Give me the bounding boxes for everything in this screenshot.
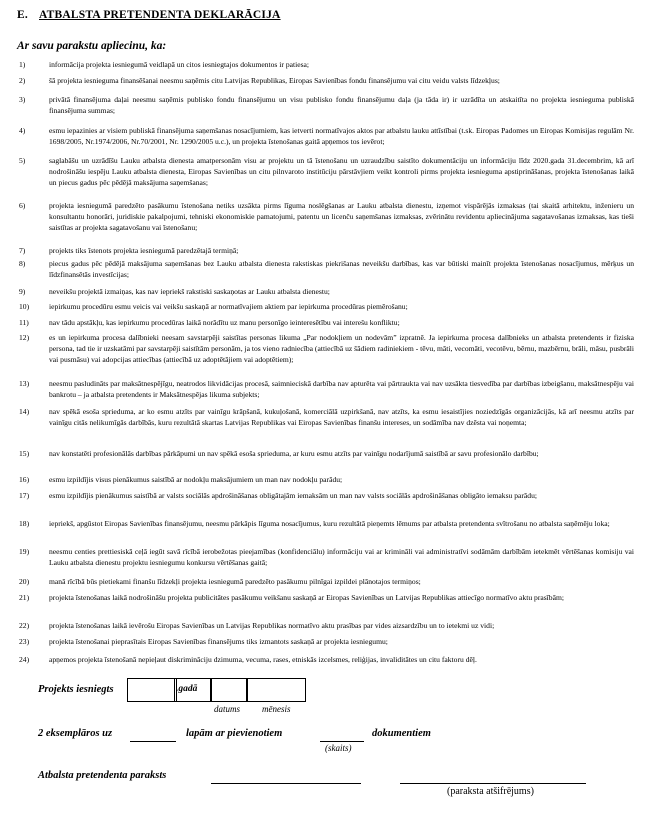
item-text: privātā finansējuma daļai neesmu saņēmis publisko fondu finansējumu un visu publisko fondu finansējumu daļa (ja tāda ir) ir uzrādīta un atskaitīta no projekta iesnieguma publiskā finansējuma summas; bbox=[49, 95, 634, 116]
item-text: esmu izpildījis visus pienākumus saistībā ar nodokļu maksājumiem un man nav nodokļu parādu; bbox=[49, 475, 343, 484]
year-suffix: .gadā bbox=[176, 684, 198, 694]
declaration-item bbox=[19, 286, 634, 297]
item-text: nav konstatēti profesionālās darbības pārkāpumi un nav spēkā esoša sprieduma, ar kuru esmu atzīts par vainīgu nodarījumā saistībā ar savu profesionālo darbību; bbox=[49, 449, 539, 458]
count-caption: (skaits) bbox=[325, 743, 352, 753]
item-text: nav spēkā esoša spriedumа, ar ko esmu atzīts par vainīgu krāpšanā, kukuļošanā, komerciālā uzpirkšanā, nav atzīts, ka esmu iesaistījies noziedzīgās organizācijās, kā arī neesmu atzīts par vainīgu citās nelikumīgās darbībās, kuru rezultātā skartas Latvijas Republikas vai Eiropas Savienības finanšu intereses, un sodāmība nav dzēsta vai noņemta; bbox=[49, 407, 634, 428]
item-text: projekts tiks īstenots projekta iesniegumā paredzētajā termiņā; bbox=[49, 246, 239, 255]
section-title: ATBALSTA PRETENDENTA DEKLARĀCIJA bbox=[39, 9, 281, 21]
item-text: iepriekš, apgūstot Eiropas Savienības finansējumu, neesmu pārkāpis līguma nosacījumus, kuru rezultātā pieņemts lēmums par atbalsta pretendenta svītrošanu no atbalsta saņēmēju loka; bbox=[49, 519, 610, 528]
item-text: projekta īstenošanas laikā nodrošināšu projekta publicitātes pasākumu veikšanu saskaņā ar Eiropas Savienības un Latvijas Republikas attiecīgo normatīvo aktu prasībām; bbox=[49, 593, 564, 602]
item-text: neveikšu projektā izmaiņas, kas nav iepriekš rakstiski saskaņotas ar Lauku atbalsta dienestu; bbox=[49, 287, 330, 296]
declaration-item bbox=[19, 317, 634, 328]
item-number: 21) bbox=[19, 593, 30, 602]
declaration-item bbox=[19, 576, 634, 587]
declaration-item bbox=[19, 125, 634, 147]
item-text: projekta īstenošanai pieprasītais Eiropas Savienības finansējums tiks izmantots saskaņā ar projekta iesniegumu; bbox=[49, 637, 388, 646]
declaration-item bbox=[19, 654, 634, 665]
item-number: 3) bbox=[19, 95, 26, 104]
item-number: 23) bbox=[19, 637, 30, 646]
date-caption: datums bbox=[214, 704, 241, 714]
item-number: 12) bbox=[19, 333, 30, 342]
copies-label: 2 eksemplāros uz bbox=[38, 728, 113, 739]
month-field[interactable] bbox=[246, 678, 306, 702]
declaration-item bbox=[19, 546, 634, 568]
declaration-item bbox=[19, 592, 634, 603]
documents-count-line[interactable] bbox=[320, 741, 364, 742]
declaration-item bbox=[19, 332, 634, 366]
submitted-label: Projekts iesniegts bbox=[38, 684, 114, 695]
item-text: esmu izpildījis pienākumus saistībā ar valsts sociālās apdrošināšanas obligātajām iemaksām un man nav valsts sociālās apdrošināšanas obligāto iemaksu parādu; bbox=[49, 491, 537, 500]
item-number: 9) bbox=[19, 287, 26, 296]
item-text: informācija projekta iesniegumā veidlapā un citos iesniegtajos dokumentos ir patiesa; bbox=[49, 60, 310, 69]
item-number: 8) bbox=[19, 259, 26, 268]
item-text: šā projekta iesnieguma finansēšanai neesmu saņēmis citu Latvijas Republikas, Eiropas Savienības fondu finansējumu vai citu veidu valsts līdzekļus; bbox=[49, 76, 500, 85]
pages-label: lapām ar pievienotiem bbox=[186, 728, 283, 739]
declaration-item bbox=[19, 490, 634, 501]
item-text: nav tādu apstākļu, kas iepirkumu procedūras laikā norādītu uz manu personīgo ieinteresētību vai interešu konfliktu; bbox=[49, 318, 400, 327]
item-text: neesmu centies prettiesiskā ceļā iegūt savā rīcībā ierobežotas pieejamības (konfidenciālu) informāciju vai ar krimināli vai administratīvi sodāmām darbībām ietekmēt vērtēšanas komisiju vai Lauku atbalsta dienestu projektu iesniegumu konkursu vērtēšanas gaitā; bbox=[49, 547, 634, 568]
item-number: 24) bbox=[19, 655, 30, 664]
year-field[interactable] bbox=[127, 678, 177, 702]
item-number: 15) bbox=[19, 449, 30, 458]
signature-line[interactable] bbox=[211, 783, 361, 784]
declaration-item bbox=[19, 258, 634, 280]
item-number: 16) bbox=[19, 475, 30, 484]
item-number: 7) bbox=[19, 246, 26, 255]
item-number: 22) bbox=[19, 621, 30, 630]
signature-decode-line[interactable] bbox=[400, 783, 586, 784]
declaration-item bbox=[19, 94, 634, 116]
item-number: 17) bbox=[19, 491, 30, 500]
declaration-item bbox=[19, 448, 634, 459]
declaration-item bbox=[19, 200, 634, 234]
item-number: 2) bbox=[19, 76, 26, 85]
item-text: neesmu pasludināts par maksātnespējīgu, neatrodos likvidācijas procesā, saimnieciskā darbība nav apturēta vai pārtraukta vai nav uzsākta tiesvedība par darbības izbeigšanu, maksātnespēju vai bankrotu – ja atbalsta pretendents ir Maksātnespējas likuma subjekts; bbox=[49, 379, 634, 400]
declaration-item bbox=[19, 378, 634, 400]
item-text: apņemos projekta īstenošanā nepieļaut diskrimināciju dzimuma, vecuma, rases, etniskās izcelsmes, reliģijas, invaliditātes un citu faktoru dēļ. bbox=[49, 655, 477, 664]
declaration-item bbox=[19, 59, 634, 70]
declaration-item bbox=[19, 406, 634, 428]
item-number: 18) bbox=[19, 519, 30, 528]
day-field[interactable] bbox=[210, 678, 248, 702]
declaration-intro: Ar savu parakstu apliecinu, ka: bbox=[17, 40, 167, 52]
section-heading bbox=[17, 9, 281, 21]
pages-count-line[interactable] bbox=[130, 741, 176, 742]
item-text: manā rīcībā būs pietiekami finanšu līdzekļi projekta iesniegumā paredzēto pasākumu pilnīgai izpildei plānotajos termiņos; bbox=[49, 577, 421, 586]
day-field-frame bbox=[174, 678, 212, 702]
item-number: 13) bbox=[19, 379, 30, 388]
declaration-item bbox=[19, 518, 634, 529]
item-number: 14) bbox=[19, 407, 30, 416]
item-number: 11) bbox=[19, 318, 29, 327]
section-letter: E. bbox=[17, 9, 28, 21]
declaration-item bbox=[19, 474, 634, 485]
declaration-item bbox=[19, 155, 634, 189]
declaration-item bbox=[19, 301, 634, 312]
item-number: 4) bbox=[19, 126, 26, 135]
item-number: 19) bbox=[19, 547, 30, 556]
item-number: 20) bbox=[19, 577, 30, 586]
declaration-item bbox=[19, 75, 634, 86]
declaration-item bbox=[19, 620, 634, 631]
item-text: es un iepirkuma procesa dalībnieki neesam savstarpēji saistītas personas likuma „Par nodokļiem un nodevām” izpratnē. Ja iepirkuma procesa dalībnieks un atbalsta pretendents ir fiziska persona, tad tie ir uzskatāmi par savstarpēji saistītām personām, ja tos vieno radniecība (attiecībā uz šādiem radiniekiem - tēvu, māti, vecomāti, vecotēvu, bērnu, mazbērnu, brāli, māsu, pusbrāli vai pusmāsu) vai adopcijas attiecības (attiecībā uz adoptētājiem vai adoptētiem); bbox=[49, 333, 634, 365]
month-caption: mēnesis bbox=[262, 704, 291, 714]
item-text: iepirkumu procedūru esmu veicis vai veikšu saskaņā ar normatīvajiem aktiem par iepirkuma procedūras piemērošanu; bbox=[49, 302, 408, 311]
declaration-item bbox=[19, 636, 634, 647]
signature-label: Atbalsta pretendenta paraksts bbox=[38, 770, 167, 781]
documents-label: dokumentiem bbox=[372, 728, 431, 739]
item-text: projekta īstenošanas laikā ievērošu Eiropas Savienības un Latvijas Republikas normatīvo aktu prasības par vides aizsardzību un to ietekmi uz vidi; bbox=[49, 621, 495, 630]
item-text: esmu iepazinies ar visiem publiskā finansējuma saņemšanas nosacījumiem, kas ietverti normatīvajos aktos par atbalstu lauku attīstībai (t.sk. Eiropas Padomes un Eiropas Komisijas regulām Nr. 1698/2005, Nr.1974/2006, Nr.70/2001, Nr. 1290/2005 u.c.), un projekta īstenošanas gaitā apņemos tos ievērot; bbox=[49, 126, 634, 147]
item-number: 5) bbox=[19, 156, 26, 165]
item-number: 1) bbox=[19, 60, 26, 69]
item-text: piecus gadus pēc pēdējā maksājuma saņemšanas bez Lauku atbalsta dienesta rakstiskas piekrišanas neveikšu darbības, kas var būtiski mainīt projekta īstenošanas nosacījumus, mērķus un līdzfinansētās investīcijas; bbox=[49, 259, 634, 280]
signature-decode-caption: (paraksta atšifrējums) bbox=[447, 786, 534, 797]
item-number: 6) bbox=[19, 201, 26, 210]
item-number: 10) bbox=[19, 302, 30, 311]
item-text: saglabāšu un uzrādīšu Lauku atbalsta dienesta amatpersonām visu ar projektu un tā īstenošanu un uzraudzību saistīto dokumentāciju un informāciju līdz 2020.gada 31.decembrim, kā arī nodrošināšu iespēju Lauku atbalsta dienesta, Eiropas Savienības un citu pilnvaroto institūciju pārstāvjiem veikt kontroli pirms projekta iesnieguma apstiprināšanas, projekta īstenošanas laikā un piecus gadus pēc pēdējā maksājuma saņemšanas; bbox=[49, 156, 634, 188]
declaration-item bbox=[19, 245, 634, 256]
item-text: projekta iesniegumā paredzēto pasākumu īstenošana netiks uzsākta pirms līguma noslēgšanas ar Lauku atbalsta dienestu, izņemot vispārējās izmaksas (tai skaitā arhitektu, inženieru un konsultantu honorāri, juridiskie pakalpojumi, tehniski ekonomiskie pamatojumi, patentu un licenču saņemšanas izmaksas, zvērinātu revidentu apliecinājuma sagatavošanas izmaksas, kas tieši saistītas ar projekta sagatavošanu vai īstenošanu; bbox=[49, 201, 634, 233]
